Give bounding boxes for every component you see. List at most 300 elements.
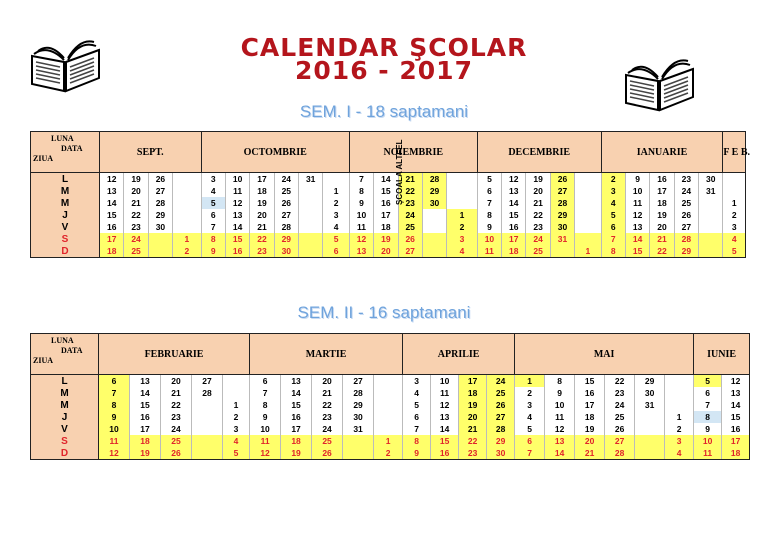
date-cell: 20 [312,375,343,388]
semester-2-title: SEM. II - 16 saptamani [297,303,471,322]
weekday-label: J [31,209,100,221]
date-cell: 13 [100,185,124,197]
date-cell: 21 [575,447,605,460]
date-cell: 30 [699,173,723,186]
week-row [31,221,746,233]
week-row [31,185,746,197]
date-cell: 1 [665,411,694,423]
date-cell: 23 [124,221,148,233]
date-cell: 16 [281,411,312,423]
date-cell: 5 [201,197,225,209]
date-cell: 19 [459,399,487,411]
date-cell: 3 [201,173,225,186]
date-cell: 18 [459,387,487,399]
weekday-label: D [31,245,100,258]
date-cell [374,423,403,435]
weekday-label: D [31,447,99,460]
date-cell: 28 [343,387,374,399]
date-cell: 13 [722,387,750,399]
date-cell: 25 [398,221,422,233]
date-cell: 13 [431,411,459,423]
date-cell [223,375,250,388]
date-cell [343,435,374,447]
date-cell: 30 [148,221,172,233]
date-cell: 27 [487,411,515,423]
date-cell: 2 [723,209,746,221]
weekday-label: L [31,375,99,388]
week-row [31,375,750,388]
date-cell: 4 [323,221,349,233]
date-cell: 12 [431,399,459,411]
date-cell [374,399,403,411]
weekday-label: M [31,185,100,197]
date-cell: 18 [250,185,274,197]
date-cell: 16 [374,197,398,209]
date-cell: 20 [374,245,398,258]
date-cell: 7 [201,221,225,233]
date-cell: 4 [223,435,250,447]
date-cell: 2 [323,197,349,209]
date-cell: 24 [161,423,192,435]
date-cell: 7 [477,197,501,209]
date-cell: 31 [635,399,665,411]
date-cell: 10 [431,375,459,388]
date-cell: 26 [274,197,298,209]
weekday-label: S [31,233,100,245]
date-cell [699,197,723,209]
date-cell: 1 [515,375,545,388]
date-cell: 15 [100,209,124,221]
month-header: APRILIE [403,334,515,375]
date-cell: 30 [635,387,665,399]
date-cell: 25 [312,435,343,447]
date-cell [173,197,201,209]
date-cell: 5 [515,423,545,435]
date-cell: 1 [223,399,250,411]
date-cell: 28 [148,197,172,209]
date-cell: 20 [526,185,550,197]
date-cell: 14 [625,233,649,245]
date-cell: 18 [650,197,674,209]
date-cell: 28 [274,221,298,233]
date-cell: 4 [447,245,478,258]
date-cell: 28 [550,197,574,209]
date-cell: 8 [545,375,575,388]
date-cell: 21 [459,423,487,435]
date-cell: 20 [459,411,487,423]
date-cell: 6 [250,375,281,388]
date-cell: 8 [349,185,373,197]
date-cell: 25 [487,387,515,399]
date-cell: 21 [650,233,674,245]
date-cell: 1 [173,233,201,245]
date-cell: 1 [323,185,349,197]
date-cell: 10 [545,399,575,411]
month-header: FEBRUARIE [99,334,250,375]
date-cell: 13 [281,375,312,388]
date-cell: 23 [250,245,274,258]
date-cell: 1 [723,197,746,209]
date-cell: 14 [100,197,124,209]
date-cell: 17 [722,435,750,447]
date-cell: 3 [323,209,349,221]
date-cell: 6 [323,245,349,258]
date-cell: 25 [674,197,698,209]
date-cell: 30 [343,411,374,423]
date-cell: 5 [723,245,746,258]
date-cell [575,185,601,197]
date-cell: 26 [148,173,172,186]
date-cell: 9 [694,423,722,435]
date-cell: 12 [100,173,124,186]
date-cell: 31 [299,173,323,186]
date-cell [699,245,723,258]
date-cell: 20 [650,221,674,233]
date-cell: 7 [515,447,545,460]
date-cell: 9 [625,173,649,186]
date-cell [422,209,446,221]
date-cell: 26 [550,173,574,186]
luna-data-ziua-corner [31,334,99,375]
date-cell [635,411,665,423]
date-cell: 24 [605,399,635,411]
date-cell: 5 [694,375,722,388]
date-cell: 6 [601,221,625,233]
date-cell: 6 [99,375,130,388]
date-cell: 15 [431,435,459,447]
month-header: MARTIE [250,334,403,375]
date-cell [699,233,723,245]
date-cell: 31 [550,233,574,245]
date-cell: 11 [694,447,722,460]
date-cell: 10 [477,233,501,245]
date-cell: 15 [722,411,750,423]
date-cell: 10 [225,173,249,186]
date-cell: 17 [100,233,124,245]
date-cell: 8 [694,411,722,423]
date-cell: 23 [161,411,192,423]
date-cell [635,435,665,447]
date-cell: 17 [281,423,312,435]
weekday-label: S [31,435,99,447]
date-cell: 11 [431,387,459,399]
date-cell [575,197,601,209]
date-cell: 24 [124,233,148,245]
date-cell: 13 [545,435,575,447]
date-cell [422,233,446,245]
date-cell [173,221,201,233]
date-cell [192,399,223,411]
date-cell: 11 [349,221,373,233]
date-cell: 22 [250,233,274,245]
semester-1-title: SEM. I - 18 saptamani [299,102,469,121]
date-cell: 12 [250,447,281,460]
date-cell: 11 [545,411,575,423]
date-cell: 28 [487,423,515,435]
date-cell [699,221,723,233]
date-cell [699,209,723,221]
weekday-label: M [31,387,99,399]
date-cell: 26 [487,399,515,411]
month-header: F E B. [723,132,746,173]
weekday-label: V [31,221,100,233]
date-cell: 14 [545,447,575,460]
date-cell: 16 [431,447,459,460]
date-cell [447,185,478,197]
date-cell: 9 [250,411,281,423]
date-cell: 29 [274,233,298,245]
date-cell: 14 [374,173,398,186]
date-cell [422,221,446,233]
date-cell [723,173,746,186]
date-cell: 23 [459,447,487,460]
date-cell: 22 [605,375,635,388]
date-cell: 18 [281,435,312,447]
date-cell: 15 [130,399,161,411]
date-cell: 3 [403,375,431,388]
date-cell: 27 [148,185,172,197]
date-cell: 7 [601,233,625,245]
date-cell: 22 [398,185,422,197]
date-cell: 16 [502,221,526,233]
date-cell: 23 [674,173,698,186]
date-cell: 21 [526,197,550,209]
semester-1-calendar [30,131,750,258]
date-cell: 25 [124,245,148,258]
date-cell: 12 [722,375,750,388]
date-cell: 3 [223,423,250,435]
semester-2-calendar [30,333,750,460]
date-cell: 26 [605,423,635,435]
date-cell: 5 [403,399,431,411]
month-header: OCTOMBRIE [201,132,349,173]
date-cell: 28 [192,387,223,399]
date-cell: 2 [515,387,545,399]
date-cell [323,173,349,186]
date-cell: 11 [225,185,249,197]
date-cell: 27 [274,209,298,221]
week-row [31,399,750,411]
date-cell: 20 [575,435,605,447]
date-cell: 4 [403,387,431,399]
date-cell: 14 [431,423,459,435]
date-cell: 5 [601,209,625,221]
scoala-altfel-label: ŞCOALA ALTFEL [395,139,404,205]
date-cell: 8 [601,245,625,258]
date-cell: 13 [130,375,161,388]
date-cell: 22 [161,399,192,411]
date-cell [343,447,374,460]
date-cell: 24 [274,173,298,186]
date-cell: 6 [515,435,545,447]
date-cell: 23 [526,221,550,233]
date-cell: 19 [526,173,550,186]
date-cell [192,411,223,423]
date-cell: 30 [274,245,298,258]
date-cell: 17 [502,233,526,245]
date-cell: 20 [250,209,274,221]
date-cell: 6 [694,387,722,399]
date-cell: 16 [225,245,249,258]
date-cell: 25 [161,435,192,447]
date-cell: 16 [722,423,750,435]
date-cell [173,209,201,221]
date-cell: 1 [447,209,478,221]
date-cell: 30 [487,447,515,460]
date-cell: 1 [575,245,601,258]
date-cell: 12 [502,173,526,186]
date-cell: 19 [250,197,274,209]
date-cell: 8 [250,399,281,411]
date-cell: 26 [398,233,422,245]
date-cell [575,221,601,233]
date-cell: 18 [100,245,124,258]
month-header: IANUARIE [601,132,723,173]
weekday-label: J [31,411,99,423]
date-cell: 14 [281,387,312,399]
week-row [31,245,746,258]
date-cell: 23 [398,197,422,209]
ziua-label: ZIUA [33,356,54,365]
date-cell: 5 [477,173,501,186]
date-cell: 10 [694,435,722,447]
calendar-year: 2016 - 2017 [295,56,473,85]
date-cell: 19 [650,209,674,221]
open-book-icon-left [28,36,103,94]
date-cell: 19 [575,423,605,435]
date-cell [447,197,478,209]
date-cell: 15 [625,245,649,258]
date-cell: 5 [223,447,250,460]
date-cell: 10 [250,423,281,435]
date-cell: 12 [225,197,249,209]
date-cell: 16 [650,173,674,186]
date-cell: 21 [398,173,422,186]
date-cell: 8 [403,435,431,447]
weekday-label: M [31,197,100,209]
date-cell: 27 [192,375,223,388]
date-cell: 29 [422,185,446,197]
date-cell: 22 [526,209,550,221]
date-cell: 23 [312,411,343,423]
date-cell: 15 [502,209,526,221]
week-row [31,209,746,221]
date-cell: 24 [398,209,422,221]
date-cell: 2 [374,447,403,460]
date-cell [192,447,223,460]
date-cell: 28 [674,233,698,245]
date-cell: 21 [124,197,148,209]
weekday-label: M [31,399,99,411]
calendar-title: CALENDAR ŞCOLAR [240,33,528,62]
date-cell: 14 [722,399,750,411]
date-cell: 11 [477,245,501,258]
date-cell: 25 [274,185,298,197]
date-cell [550,245,574,258]
date-cell [299,185,323,197]
date-cell: 8 [99,399,130,411]
month-header: NOIEMBRIE [349,132,477,173]
date-cell: 9 [349,197,373,209]
date-cell: 6 [477,185,501,197]
date-cell: 12 [349,233,373,245]
date-cell [192,423,223,435]
date-cell [299,245,323,258]
date-cell [635,447,665,460]
date-cell: 9 [545,387,575,399]
weekday-label: L [31,173,100,186]
date-cell [447,173,478,186]
date-cell: 15 [281,399,312,411]
date-cell [192,435,223,447]
date-cell: 4 [723,233,746,245]
date-cell: 6 [403,411,431,423]
data-label: DATA [61,346,83,355]
date-cell: 17 [459,375,487,388]
date-cell: 5 [323,233,349,245]
date-cell: 14 [502,197,526,209]
weekday-label: V [31,423,99,435]
date-cell: 29 [635,375,665,388]
date-cell: 24 [526,233,550,245]
week-row [31,233,746,245]
date-cell: 16 [575,387,605,399]
month-header: MAI [515,334,694,375]
date-cell: 9 [201,245,225,258]
date-cell [148,233,172,245]
month-header-row [31,132,746,173]
date-cell: 13 [625,221,649,233]
date-cell: 19 [124,173,148,186]
date-cell: 24 [487,375,515,388]
date-cell [575,173,601,186]
date-cell [635,423,665,435]
date-cell: 17 [250,173,274,186]
date-cell: 23 [605,387,635,399]
week-row [31,411,750,423]
date-cell: 12 [545,423,575,435]
date-cell: 27 [674,221,698,233]
date-cell: 29 [487,435,515,447]
week-row [31,173,746,186]
date-cell: 22 [459,435,487,447]
data-label: DATA [61,144,83,153]
month-header-row [31,334,750,375]
date-cell: 20 [124,185,148,197]
date-cell: 18 [130,435,161,447]
date-cell: 3 [723,221,746,233]
date-cell: 29 [550,209,574,221]
date-cell: 7 [99,387,130,399]
date-cell: 28 [605,447,635,460]
date-cell: 1 [374,435,403,447]
date-cell: 13 [502,185,526,197]
date-cell: 31 [343,423,374,435]
date-cell [374,411,403,423]
date-cell [575,209,601,221]
date-cell: 14 [130,387,161,399]
date-cell: 3 [447,233,478,245]
date-cell: 4 [601,197,625,209]
date-cell: 3 [515,399,545,411]
date-cell: 27 [343,375,374,388]
date-cell: 17 [130,423,161,435]
date-cell: 15 [225,233,249,245]
date-cell: 19 [374,233,398,245]
date-cell: 10 [99,423,130,435]
date-cell: 3 [665,435,694,447]
date-cell: 28 [422,173,446,186]
